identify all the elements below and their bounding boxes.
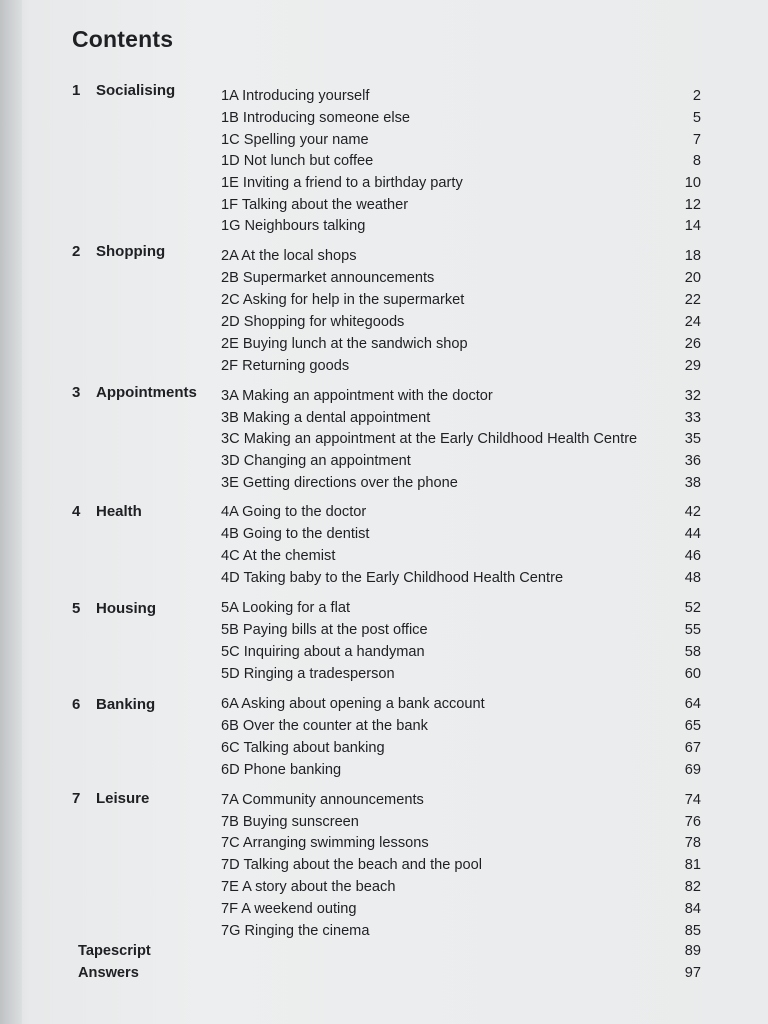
lesson-title: 4D Taking baby to the Early Childhood Health Centre	[221, 570, 564, 586]
extra-title: Tapescript	[78, 943, 151, 959]
lesson-title: 2D Shopping for whitegoods	[221, 314, 405, 330]
lesson-page-number: 78	[684, 835, 701, 851]
lesson-row	[221, 920, 701, 942]
lesson-page-number: 35	[684, 431, 701, 447]
lesson-title: 5C Inquiring about a handyman	[221, 644, 425, 660]
lesson-title: 2E Buying lunch at the sandwich shop	[221, 336, 468, 352]
lesson-page-number: 14	[684, 218, 701, 234]
lesson-row	[221, 811, 701, 833]
lesson-row	[221, 267, 701, 289]
lesson-page-number: 85	[684, 923, 701, 939]
lesson-page-number: 81	[684, 857, 701, 873]
lesson-page-number: 18	[684, 248, 701, 264]
unit-name: Health	[96, 503, 142, 520]
lesson-title: 1D Not lunch but coffee	[221, 153, 374, 169]
lesson-row	[221, 523, 701, 545]
lesson-page-number: 12	[684, 197, 701, 213]
lesson-row	[221, 355, 701, 377]
lesson-page-number: 46	[684, 548, 701, 564]
unit-name: Banking	[96, 696, 156, 713]
lesson-title: 6D Phone banking	[221, 762, 342, 778]
lesson-page-number: 7	[692, 132, 701, 148]
lesson-title: 2C Asking for help in the supermarket	[221, 292, 465, 308]
lesson-page-number: 55	[684, 622, 701, 638]
lesson-title: 4C At the chemist	[221, 548, 336, 564]
lesson-page-number: 84	[684, 901, 701, 917]
lesson-page-number: 29	[684, 358, 701, 374]
lesson-page-number: 8	[692, 153, 701, 169]
lesson-title: 1F Talking about the weather	[221, 197, 409, 213]
lesson-title: 7F A weekend outing	[221, 901, 357, 917]
unit-name: Leisure	[96, 790, 150, 807]
lesson-title: 1A Introducing yourself	[221, 88, 370, 104]
unit-name: Shopping	[96, 243, 166, 260]
unit-number: 2	[72, 243, 81, 260]
lesson-title: 2F Returning goods	[221, 358, 350, 374]
lesson-title: 3C Making an appointment at the Early Childhood Health Centre	[221, 431, 638, 447]
lesson-row	[221, 832, 701, 854]
lesson-title: 1G Neighbours talking	[221, 218, 366, 234]
lesson-page-number: 38	[684, 475, 701, 491]
unit-number: 7	[72, 790, 81, 807]
lesson-page-number: 26	[684, 336, 701, 352]
unit-heading-3	[72, 384, 222, 401]
unit-name: Appointments	[96, 384, 197, 401]
unit-number: 3	[72, 384, 81, 401]
lesson-row	[221, 501, 701, 523]
unit-heading-2	[72, 243, 222, 260]
lesson-title: 5B Paying bills at the post office	[221, 622, 428, 638]
unit-number: 6	[72, 696, 81, 713]
lesson-row	[221, 693, 701, 715]
lesson-title: 6A Asking about opening a bank account	[221, 696, 485, 712]
lesson-page-number: 48	[684, 570, 701, 586]
lesson-title: 4B Going to the dentist	[221, 526, 370, 542]
lesson-row	[221, 385, 701, 407]
lesson-page-number: 44	[684, 526, 701, 542]
lesson-title: 7D Talking about the beach and the pool	[221, 857, 482, 873]
lesson-row	[221, 333, 701, 355]
lesson-row	[221, 789, 701, 811]
lesson-page-number: 36	[684, 453, 701, 469]
lesson-page-number: 67	[684, 740, 701, 756]
lesson-row	[221, 194, 701, 216]
lesson-row	[221, 428, 701, 450]
unit-name: Socialising	[96, 82, 176, 99]
lesson-row	[221, 407, 701, 429]
lesson-page-number: 74	[684, 792, 701, 808]
book-spine-shadow	[0, 0, 22, 1024]
lesson-page-number: 69	[684, 762, 701, 778]
extra-page-number: 89	[684, 943, 701, 959]
lesson-row	[221, 311, 701, 333]
lesson-title: 7C Arranging swimming lessons	[221, 835, 429, 851]
lesson-title: 7B Buying sunscreen	[221, 814, 359, 830]
lesson-row	[221, 759, 701, 781]
lesson-row	[221, 567, 701, 589]
lesson-page-number: 33	[684, 410, 701, 426]
lesson-page-number: 20	[684, 270, 701, 286]
lesson-title: 4A Going to the doctor	[221, 504, 367, 520]
lesson-row	[221, 715, 701, 737]
unit-heading-6	[72, 696, 222, 713]
lesson-page-number: 64	[684, 696, 701, 712]
unit-heading-1	[72, 82, 222, 99]
lesson-title: 3B Making a dental appointment	[221, 410, 431, 426]
lesson-title: 7A Community announcements	[221, 792, 424, 808]
lesson-page-number: 10	[684, 175, 701, 191]
tapescript-row	[78, 940, 701, 962]
lesson-page-number: 32	[684, 388, 701, 404]
lesson-page-number: 5	[692, 110, 701, 126]
lesson-page-number: 65	[684, 718, 701, 734]
lesson-title: 6B Over the counter at the bank	[221, 718, 428, 734]
lesson-title: 3A Making an appointment with the doctor	[221, 388, 493, 404]
lesson-title: 1E Inviting a friend to a birthday party	[221, 175, 463, 191]
lesson-title: 2A At the local shops	[221, 248, 357, 264]
extra-title: Answers	[78, 965, 139, 981]
lesson-row	[221, 854, 701, 876]
lesson-page-number: 76	[684, 814, 701, 830]
lesson-title: 2B Supermarket announcements	[221, 270, 435, 286]
lesson-row	[221, 737, 701, 759]
lesson-row	[221, 150, 701, 172]
extra-page-number: 97	[684, 965, 701, 981]
unit-number: 1	[72, 82, 81, 99]
lesson-page-number: 22	[684, 292, 701, 308]
lesson-row	[221, 172, 701, 194]
lesson-row	[221, 215, 701, 237]
lesson-row	[221, 663, 701, 685]
lesson-title: 5A Looking for a flat	[221, 600, 350, 616]
lesson-row	[221, 472, 701, 494]
page-title: Contents	[72, 26, 174, 52]
lesson-page-number: 60	[684, 666, 701, 682]
lesson-row	[221, 107, 701, 129]
lesson-page-number: 58	[684, 644, 701, 660]
unit-heading-7	[72, 790, 222, 807]
lesson-page-number: 82	[684, 879, 701, 895]
lesson-row	[221, 450, 701, 472]
lesson-title: 7E A story about the beach	[221, 879, 396, 895]
lesson-title: 1C Spelling your name	[221, 132, 369, 148]
lesson-title: 3E Getting directions over the phone	[221, 475, 458, 491]
lesson-title: 3D Changing an appointment	[221, 453, 411, 469]
lesson-title: 5D Ringing a tradesperson	[221, 666, 395, 682]
lesson-row	[221, 876, 701, 898]
lesson-row	[221, 245, 701, 267]
unit-number: 4	[72, 503, 81, 520]
lesson-row	[221, 289, 701, 311]
lesson-page-number: 52	[684, 600, 701, 616]
lesson-title: 6C Talking about banking	[221, 740, 385, 756]
lesson-row	[221, 129, 701, 151]
unit-number: 5	[72, 600, 81, 617]
lesson-title: 1B Introducing someone else	[221, 110, 411, 126]
lesson-row	[221, 85, 701, 107]
lesson-page-number: 42	[684, 504, 701, 520]
lesson-row	[221, 545, 701, 567]
unit-heading-5	[72, 600, 222, 617]
lesson-row	[221, 619, 701, 641]
unit-heading-4	[72, 503, 222, 520]
unit-name: Housing	[96, 600, 156, 617]
lesson-title: 7G Ringing the cinema	[221, 923, 370, 939]
answers-row	[78, 962, 701, 984]
lesson-page-number: 2	[692, 88, 701, 104]
lesson-page-number: 24	[684, 314, 701, 330]
lesson-row	[221, 898, 701, 920]
lesson-row	[221, 641, 701, 663]
lesson-row	[221, 597, 701, 619]
